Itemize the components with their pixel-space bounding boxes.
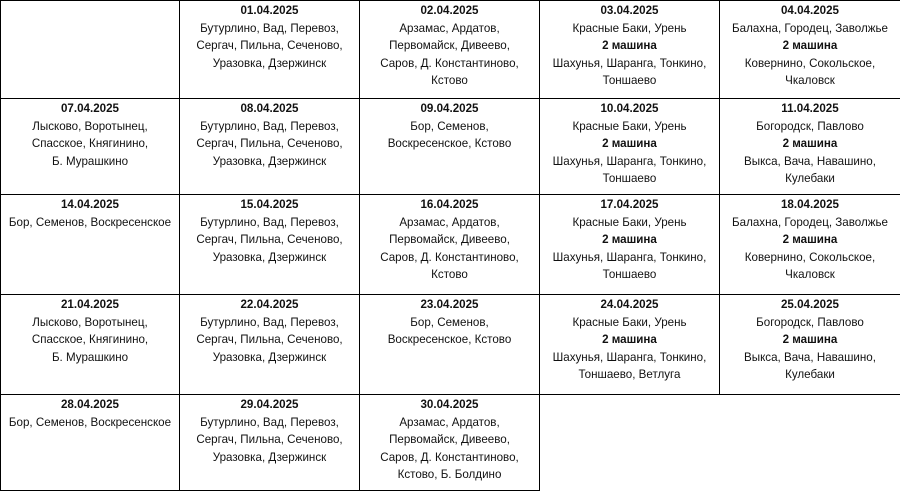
cell-route-line: Уразовка, Дзержинск xyxy=(212,350,327,364)
cell-route-line: Красные Баки, Урень xyxy=(572,215,687,229)
cell-route-line: Тоншаево xyxy=(602,172,657,186)
cell-route-line: Красные Баки, Урень xyxy=(572,21,687,35)
cell-date: 21.04.2025 xyxy=(60,298,120,311)
cell-route-line: Лысково, Воротынец, xyxy=(32,315,148,329)
cell-route-line: Арзамас, Ардатов, xyxy=(399,215,500,229)
cell-date: 10.04.2025 xyxy=(600,102,659,115)
cell-route-line: Б. Мурашкино xyxy=(51,154,129,168)
cell-route-line: Уразовка, Дзержинск xyxy=(212,56,327,70)
cell-date: 14.04.2025 xyxy=(60,198,120,211)
cell-vehicle-label: 2 машина xyxy=(782,137,838,151)
cell-route-line: Уразовка, Дзержинск xyxy=(212,450,327,464)
cell-date: 04.04.2025 xyxy=(780,4,840,17)
cell-route-line: Кулебаки xyxy=(785,172,835,186)
cell-route-line: Уразовка, Дзержинск xyxy=(212,154,327,168)
cell-route-line: Ковернино, Сокольское, xyxy=(744,56,876,70)
cell-route-line: Первомайск, Дивеево, xyxy=(389,233,510,247)
schedule-cell xyxy=(179,294,360,395)
cell-route-line: Тоншаево xyxy=(602,268,657,282)
schedule-cell xyxy=(179,98,360,195)
cell-route-line: Бор, Семенов, xyxy=(410,119,489,133)
schedule-cell xyxy=(719,0,900,99)
cell-date: 07.04.2025 xyxy=(60,102,120,115)
cell-vehicle-label: 2 машина xyxy=(782,233,838,247)
cell-route-line: Первомайск, Дивеево, xyxy=(389,433,510,447)
cell-date: 22.04.2025 xyxy=(240,298,299,311)
cell-vehicle-label: 2 машина xyxy=(782,39,838,53)
cell-route-line: Сергач, Пильна, Сеченово, xyxy=(196,137,343,151)
cell-route-line: Красные Баки, Урень xyxy=(572,119,687,133)
cell-route-line: Балахна, Городец, Заволжье xyxy=(732,215,888,229)
cell-route-line: Бутурлино, Вад, Перевоз, xyxy=(200,315,339,329)
cell-date: 24.04.2025 xyxy=(600,298,659,311)
cell-route-line: Балахна, Городец, Заволжье xyxy=(732,21,888,35)
schedule-cell xyxy=(539,194,720,295)
schedule-cell-empty xyxy=(0,0,180,99)
cell-route-line: Выкса, Вача, Навашино, xyxy=(744,350,876,364)
cell-vehicle-label: 2 машина xyxy=(602,233,657,247)
cell-date: 17.04.2025 xyxy=(600,198,659,211)
cell-route-line: Сергач, Пильна, Сеченово, xyxy=(196,39,343,53)
cell-date: 02.04.2025 xyxy=(420,4,479,17)
cell-route-line: Бутурлино, Вад, Перевоз, xyxy=(200,21,339,35)
cell-route-line: Бор, Семенов, xyxy=(410,315,489,329)
cell-route-line: Б. Мурашкино xyxy=(51,350,129,364)
cell-date: 25.04.2025 xyxy=(780,298,840,311)
schedule-cell xyxy=(179,194,360,295)
schedule-cell xyxy=(359,0,540,99)
cell-route-line: Ковернино, Сокольское, xyxy=(744,250,876,264)
cell-date: 08.04.2025 xyxy=(240,102,299,115)
cell-vehicle-label: 2 машина xyxy=(602,39,657,53)
cell-date: 01.04.2025 xyxy=(240,4,299,17)
cell-route-line: Арзамас, Ардатов, xyxy=(399,21,500,35)
cell-route-line: Сергач, Пильна, Сеченово, xyxy=(196,333,343,347)
schedule-cell xyxy=(719,194,900,295)
cell-route-line: Шахунья, Шаранга, Тонкино, xyxy=(552,154,707,168)
cell-date: 29.04.2025 xyxy=(240,398,299,411)
cell-route-line: Саров, Д. Константиново, xyxy=(380,450,519,464)
cell-route-line: Кстово xyxy=(431,74,468,88)
schedule-cell xyxy=(0,194,180,295)
cell-route-line: Кстово xyxy=(431,268,468,282)
cell-route-line: Сергач, Пильна, Сеченово, xyxy=(196,233,343,247)
cell-date: 09.04.2025 xyxy=(420,102,479,115)
cell-route-line: Сергач, Пильна, Сеченово, xyxy=(196,433,343,447)
cell-date: 23.04.2025 xyxy=(420,298,479,311)
cell-route-line: Арзамас, Ардатов, xyxy=(399,415,500,429)
schedule-cell xyxy=(179,394,360,491)
cell-date: 30.04.2025 xyxy=(420,398,479,411)
cell-vehicle-label: 2 машина xyxy=(602,137,657,151)
cell-route-line: Первомайск, Дивеево, xyxy=(389,39,510,53)
schedule-cell xyxy=(719,98,900,195)
schedule-cell xyxy=(359,394,540,491)
cell-route-line: Воскресенское, Кстово xyxy=(387,333,512,347)
cell-route-line: Красные Баки, Урень xyxy=(572,315,687,329)
cell-route-line: Уразовка, Дзержинск xyxy=(212,250,327,264)
schedule-cell xyxy=(0,98,180,195)
cell-route-line: Бутурлино, Вад, Перевоз, xyxy=(200,415,339,429)
cell-route-line: Спасское, Княгинино, xyxy=(31,333,149,347)
cell-route-line: Саров, Д. Константиново, xyxy=(380,56,519,70)
cell-route-line: Тоншаево, Ветлуга xyxy=(578,368,681,382)
cell-route-line: Шахунья, Шаранга, Тонкино, xyxy=(552,250,707,264)
cell-route-line: Богородск, Павлово xyxy=(756,119,864,133)
cell-route-line: Шахунья, Шаранга, Тонкино, xyxy=(552,56,707,70)
schedule-cell xyxy=(539,294,720,395)
cell-route-line: Кулебаки xyxy=(785,368,835,382)
cell-date: 28.04.2025 xyxy=(60,398,120,411)
cell-vehicle-label: 2 машина xyxy=(782,333,838,347)
cell-route-line: Воскресенское, Кстово xyxy=(387,137,512,151)
schedule-cell xyxy=(0,294,180,395)
cell-date: 16.04.2025 xyxy=(420,198,479,211)
schedule-cell xyxy=(359,194,540,295)
cell-vehicle-label: 2 машина xyxy=(602,333,657,347)
cell-route-line: Бутурлино, Вад, Перевоз, xyxy=(200,119,339,133)
cell-route-line: Бутурлино, Вад, Перевоз, xyxy=(200,215,339,229)
cell-route-line: Тоншаево xyxy=(602,74,657,88)
cell-route-line: Шахунья, Шаранга, Тонкино, xyxy=(552,350,707,364)
cell-date: 03.04.2025 xyxy=(600,4,659,17)
cell-date: 18.04.2025 xyxy=(780,198,840,211)
cell-route-line: Богородск, Павлово xyxy=(756,315,864,329)
cell-date: 11.04.2025 xyxy=(781,102,839,115)
schedule-cell xyxy=(0,394,180,491)
cell-date: 15.04.2025 xyxy=(240,198,299,211)
cell-route-line: Чкаловск xyxy=(785,268,835,282)
cell-route-line: Кстово, Б. Болдино xyxy=(397,468,502,482)
cell-route-line: Лысково, Воротынец, xyxy=(32,119,148,133)
cell-route-line: Чкаловск xyxy=(785,74,835,88)
cell-route-line: Бор, Семенов, Воскресенское xyxy=(8,215,172,229)
schedule-cell xyxy=(539,0,720,99)
schedule-cell xyxy=(179,0,360,99)
schedule-cell xyxy=(719,294,900,395)
schedule-cell xyxy=(359,294,540,395)
schedule-cell xyxy=(359,98,540,195)
cell-route-line: Спасское, Княгинино, xyxy=(31,137,149,151)
cell-route-line: Выкса, Вача, Навашино, xyxy=(744,154,876,168)
schedule-cell xyxy=(539,98,720,195)
cell-route-line: Саров, Д. Константиново, xyxy=(380,250,519,264)
cell-route-line: Бор, Семенов, Воскресенское xyxy=(8,415,172,429)
